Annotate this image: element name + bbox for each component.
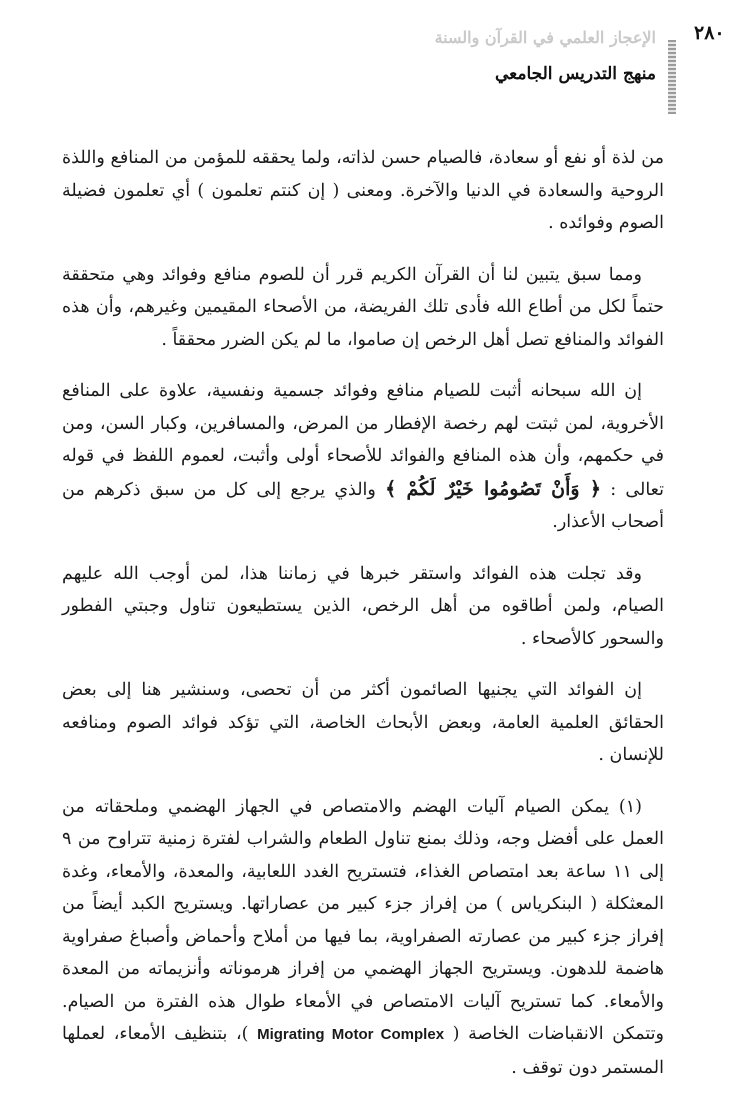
running-title: الإعجاز العلمي في القرآن والسنة [434,28,656,47]
paragraph-6-text-end: )، بتنظيف الأمعاء، لعملها المستمر دون توقف . [62,1024,664,1078]
paragraph-5: إن الفوائد التي يجنيها الصائمون أكثر من أن تحصى، وسنشير هنا إلى بعض الحقائق العلمية العامة، وبعض الأبحاث الخاصة، التي تؤكد فوائد الصوم ومنافعه للإنسان . [62,680,664,765]
paragraph-2: ومما سبق يتبين لنا أن القرآن الكريم قرر أن للصوم منافع وفوائد وهي متحققة حتماً لكل من أطاع الله فأدى تلك الفريضة، من الأصحاء المقيمين وغيرهم، وأن هذه الفوائد والمنافع تصل أهل الرخص إن صاموا، ما لم يكن الضرر محققاً . [62,264,664,350]
paragraph-3-text: إن الله سبحانه أثبت للصيام منافع وفوائد جسمية ونفسية، علاوة على المنافع الأخروية، لمن ثبتت لهم رخصة الإفطار من المرض، والمسافرين، وكبار السن، ومن في حكمهم، وأن هذه المنافع والفوائد للأصحاء أولى وأثبت، لعموم اللفظ في قوله تعالى : [62,381,664,500]
paragraph-1: من لذة أو نفع أو سعادة، فالصيام حسن لذاته، ولما يحققه للمؤمن من المنافع واللذة الروحية والسعادة في الدنيا والآخرة. ومعنى ( إن كنتم تعلمون ) أي تعلمون فضيلة الصوم وفوائده . [62,148,664,233]
header-divider-bar [668,40,676,114]
latin-term: Migrating Motor Complex [257,1026,445,1043]
paragraph-6-text: (١) يمكن الصيام آليات الهضم والامتصاص في الجهاز الهضمي وملحقاته من العمل على أفضل وجه، وذلك بمنع تناول الطعام والشراب لفترة زمنية تتراوح من ٩ إلى ١١ ساعة بعد امتصاص الغذاء، فتستريح الغدد اللعابية، والمعدة، والأمعاء، وغدة المعثكلة ( البنكرياس ) من إفراز جزء كبير من عصاراتها. ويستريح الكبد أيضاً من إفراز جزء كبير من عصارته الصفراوية، بما فيها من أملاح وأحماض وأصباغ صفراوية هاضمة للدهون. ويستريح الجهاز الهضمي من إفراز هرموناته وأنزيماته من المعدة والأمعاء. كما تستريح آليات الامتصاص في الأمعاء طوال هذه الفترة من الصيام. وتتمكن الانقباضات الخاصة ( [62,796,665,1044]
section-title: منهج التدريس الجامعي [495,64,656,84]
paragraph-4: وقد تجلت هذه الفوائد واستقر خبرها في زماننا هذا، لمن أوجب الله عليهم الصيام، ولمن أطاقوه من أهل الرخص، الذين يستطيعون تناول وجبتي الفطور والسحور كالأصحاء . [62,563,664,649]
paragraph-3 [62,375,664,539]
paragraph-6 [62,791,664,1085]
page-header [0,18,744,98]
paragraph-3-text-end: والذي يرجع إلى كل من سبق ذكرهم من أصحاب الأعذار. [62,479,664,532]
quran-verse: ﴿ وَأَنْ تَصُومُوا خَيْرٌ لَكُمْ ﴾ [385,477,602,500]
body-text [62,142,664,1103]
page-number: ٢٨٠ [694,22,725,44]
